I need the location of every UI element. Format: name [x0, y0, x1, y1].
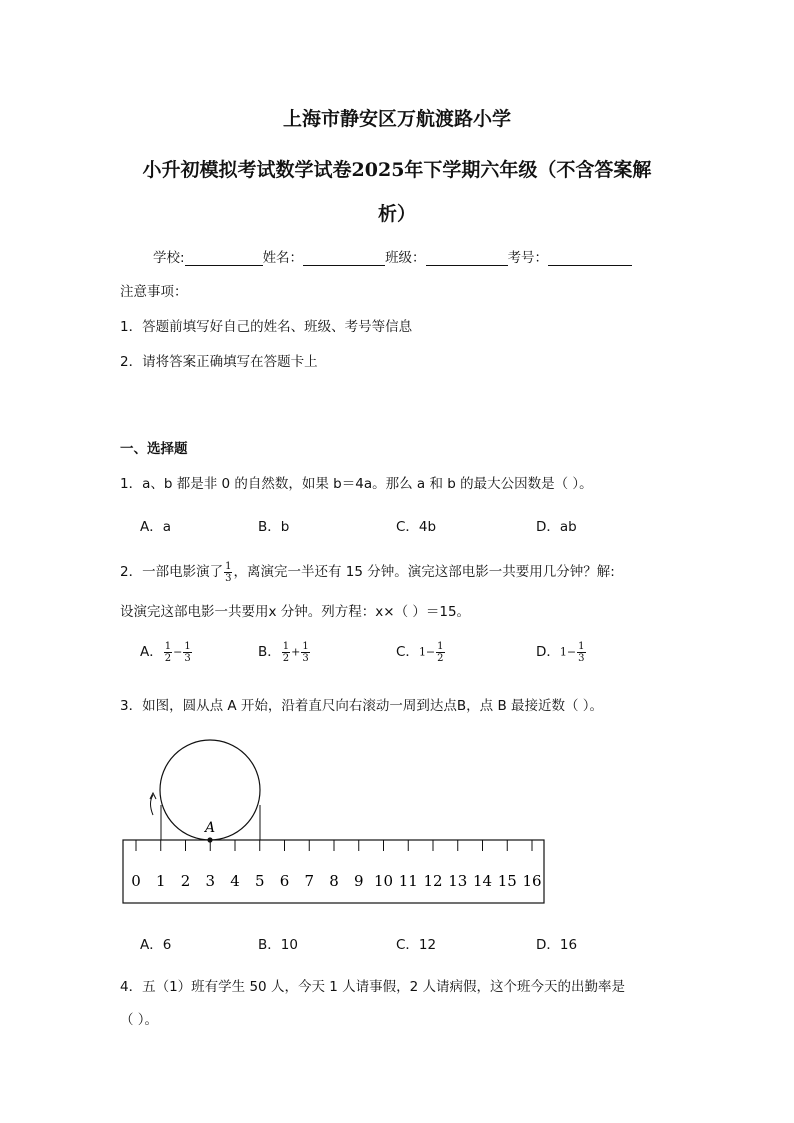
- ruler-number: 11: [398, 872, 418, 890]
- number-label: 考号：: [507, 250, 549, 266]
- q2-option-b[interactable]: [258, 640, 311, 664]
- notice-heading: 注意事项：: [120, 284, 188, 300]
- number-blank[interactable]: [548, 250, 632, 266]
- numerator: 1: [184, 640, 191, 652]
- ruler-number: 5: [254, 872, 265, 890]
- ruler-labels: [131, 872, 541, 890]
- class-label: 班级：: [385, 250, 426, 266]
- denominator: 3: [302, 652, 309, 664]
- q2-option-b-label: B．: [258, 644, 281, 660]
- q2-option-a-label: A．: [140, 644, 163, 660]
- q2-option-a[interactable]: [140, 640, 193, 664]
- fraction: [183, 641, 191, 664]
- ruler-number: 10: [373, 872, 394, 890]
- ruler-number: 7: [304, 872, 315, 890]
- numerator: 1: [437, 640, 444, 652]
- q2-fraction-denominator: 3: [225, 572, 232, 584]
- point-a-label: A: [205, 820, 216, 836]
- notice-item: 1．答题前填写好自己的姓名、班级、考号等信息: [120, 319, 413, 335]
- name-field[interactable]: [263, 246, 386, 266]
- q3-option-a[interactable]: A．6: [140, 937, 172, 953]
- q2-text-part2: ，离演完一半还有 15 分钟。演完这部电影一共要用几分钟？解:: [233, 564, 615, 580]
- q3-option-c[interactable]: C．12: [396, 937, 437, 953]
- number-field[interactable]: [508, 246, 633, 266]
- exam-title-continuation: 析）: [377, 203, 416, 225]
- ruler-number: 12: [423, 872, 443, 890]
- fraction: [282, 641, 290, 664]
- q2-option-d-label: D．: [536, 644, 560, 660]
- ruler-number: 9: [353, 872, 364, 890]
- denominator: 2: [437, 652, 444, 664]
- q1-option-d[interactable]: D．ab: [536, 519, 577, 535]
- class-field[interactable]: [385, 246, 508, 266]
- denominator: 3: [184, 652, 191, 664]
- q1-option-b[interactable]: B．b: [258, 519, 290, 535]
- q1-option-c[interactable]: C．4b: [396, 519, 437, 535]
- question-4-text-line2: （ ）。: [120, 1012, 159, 1028]
- q2-fraction: [224, 561, 232, 584]
- numerator: 1: [282, 640, 290, 652]
- ruler-number: 15: [497, 872, 517, 890]
- q2-text-part1: 2．一部电影演了: [120, 564, 224, 580]
- ruler-number: 13: [448, 872, 468, 890]
- q2-option-c[interactable]: [396, 640, 446, 664]
- ruler-number: 16: [522, 872, 542, 890]
- q2-fraction-numerator: 1: [225, 560, 232, 572]
- operator: +: [291, 645, 301, 659]
- question-3-text: 3．如图，圆从点 A 开始，沿着直尺向右滚动一周到达点B，点 B 最接近数（ ）。: [120, 698, 604, 714]
- ruler-number: 1: [155, 872, 166, 890]
- exam-title: 小升初模拟考试数学试卷2025年下学期六年级（不含答案解: [142, 159, 652, 181]
- school-title: 上海市静安区万航渡路小学: [282, 108, 511, 130]
- school-label: 学校:: [153, 250, 185, 266]
- rotation-arrowhead-icon: [150, 793, 156, 799]
- q3-option-d[interactable]: D．16: [536, 937, 578, 953]
- operator: 1−: [559, 645, 577, 659]
- info-fields-row: [153, 246, 632, 266]
- ruler-number: 14: [472, 872, 493, 890]
- ruler-number: 0: [131, 872, 141, 890]
- name-blank[interactable]: [303, 250, 385, 266]
- q3-option-b[interactable]: B．10: [258, 937, 298, 953]
- denominator: 3: [578, 652, 585, 664]
- question-2-text: [120, 560, 615, 584]
- question-1-text: 1．a、b 都是非 0 的自然数，如果 b＝4a。那么 a 和 b 的最大公因数是（ ）。: [120, 476, 593, 492]
- q1-option-a[interactable]: A．a: [140, 519, 172, 535]
- denominator: 2: [164, 652, 172, 664]
- ruler-ticks: [136, 840, 532, 851]
- school-blank[interactable]: [185, 250, 263, 266]
- denominator: 2: [282, 652, 290, 664]
- numerator: 1: [578, 640, 585, 652]
- question-4-text: 4．五（1）班有学生 50 人，今天 1 人请事假，2 人请病假，这个班今天的出勤率是: [120, 979, 625, 995]
- notice-item: 2．请将答案正确填写在答题卡上: [120, 354, 318, 370]
- numerator: 1: [302, 640, 309, 652]
- fraction: [577, 641, 585, 664]
- name-label: 姓名：: [262, 250, 304, 266]
- fraction: [164, 641, 172, 664]
- ruler-number: 6: [279, 872, 290, 890]
- q2-option-c-label: C．: [396, 644, 419, 660]
- ruler-number: 8: [329, 872, 339, 890]
- fraction: [436, 641, 444, 664]
- ruler-number: 3: [205, 872, 216, 890]
- q2-option-d[interactable]: [536, 640, 587, 664]
- ruler-number: 2: [180, 872, 191, 890]
- rolling-circle-figure: [115, 735, 555, 910]
- section-heading: 一、选择题: [120, 441, 188, 457]
- numerator: 1: [164, 640, 172, 652]
- ruler-number: 4: [230, 872, 240, 890]
- school-field[interactable]: [153, 246, 263, 266]
- class-blank[interactable]: [426, 250, 508, 266]
- fraction: [301, 641, 309, 664]
- question-2-text-line2: 设演完这部电影一共要用x 分钟。列方程：x×（ ）＝15。: [120, 604, 471, 620]
- operator: 1−: [418, 645, 436, 659]
- operator: −: [173, 645, 183, 659]
